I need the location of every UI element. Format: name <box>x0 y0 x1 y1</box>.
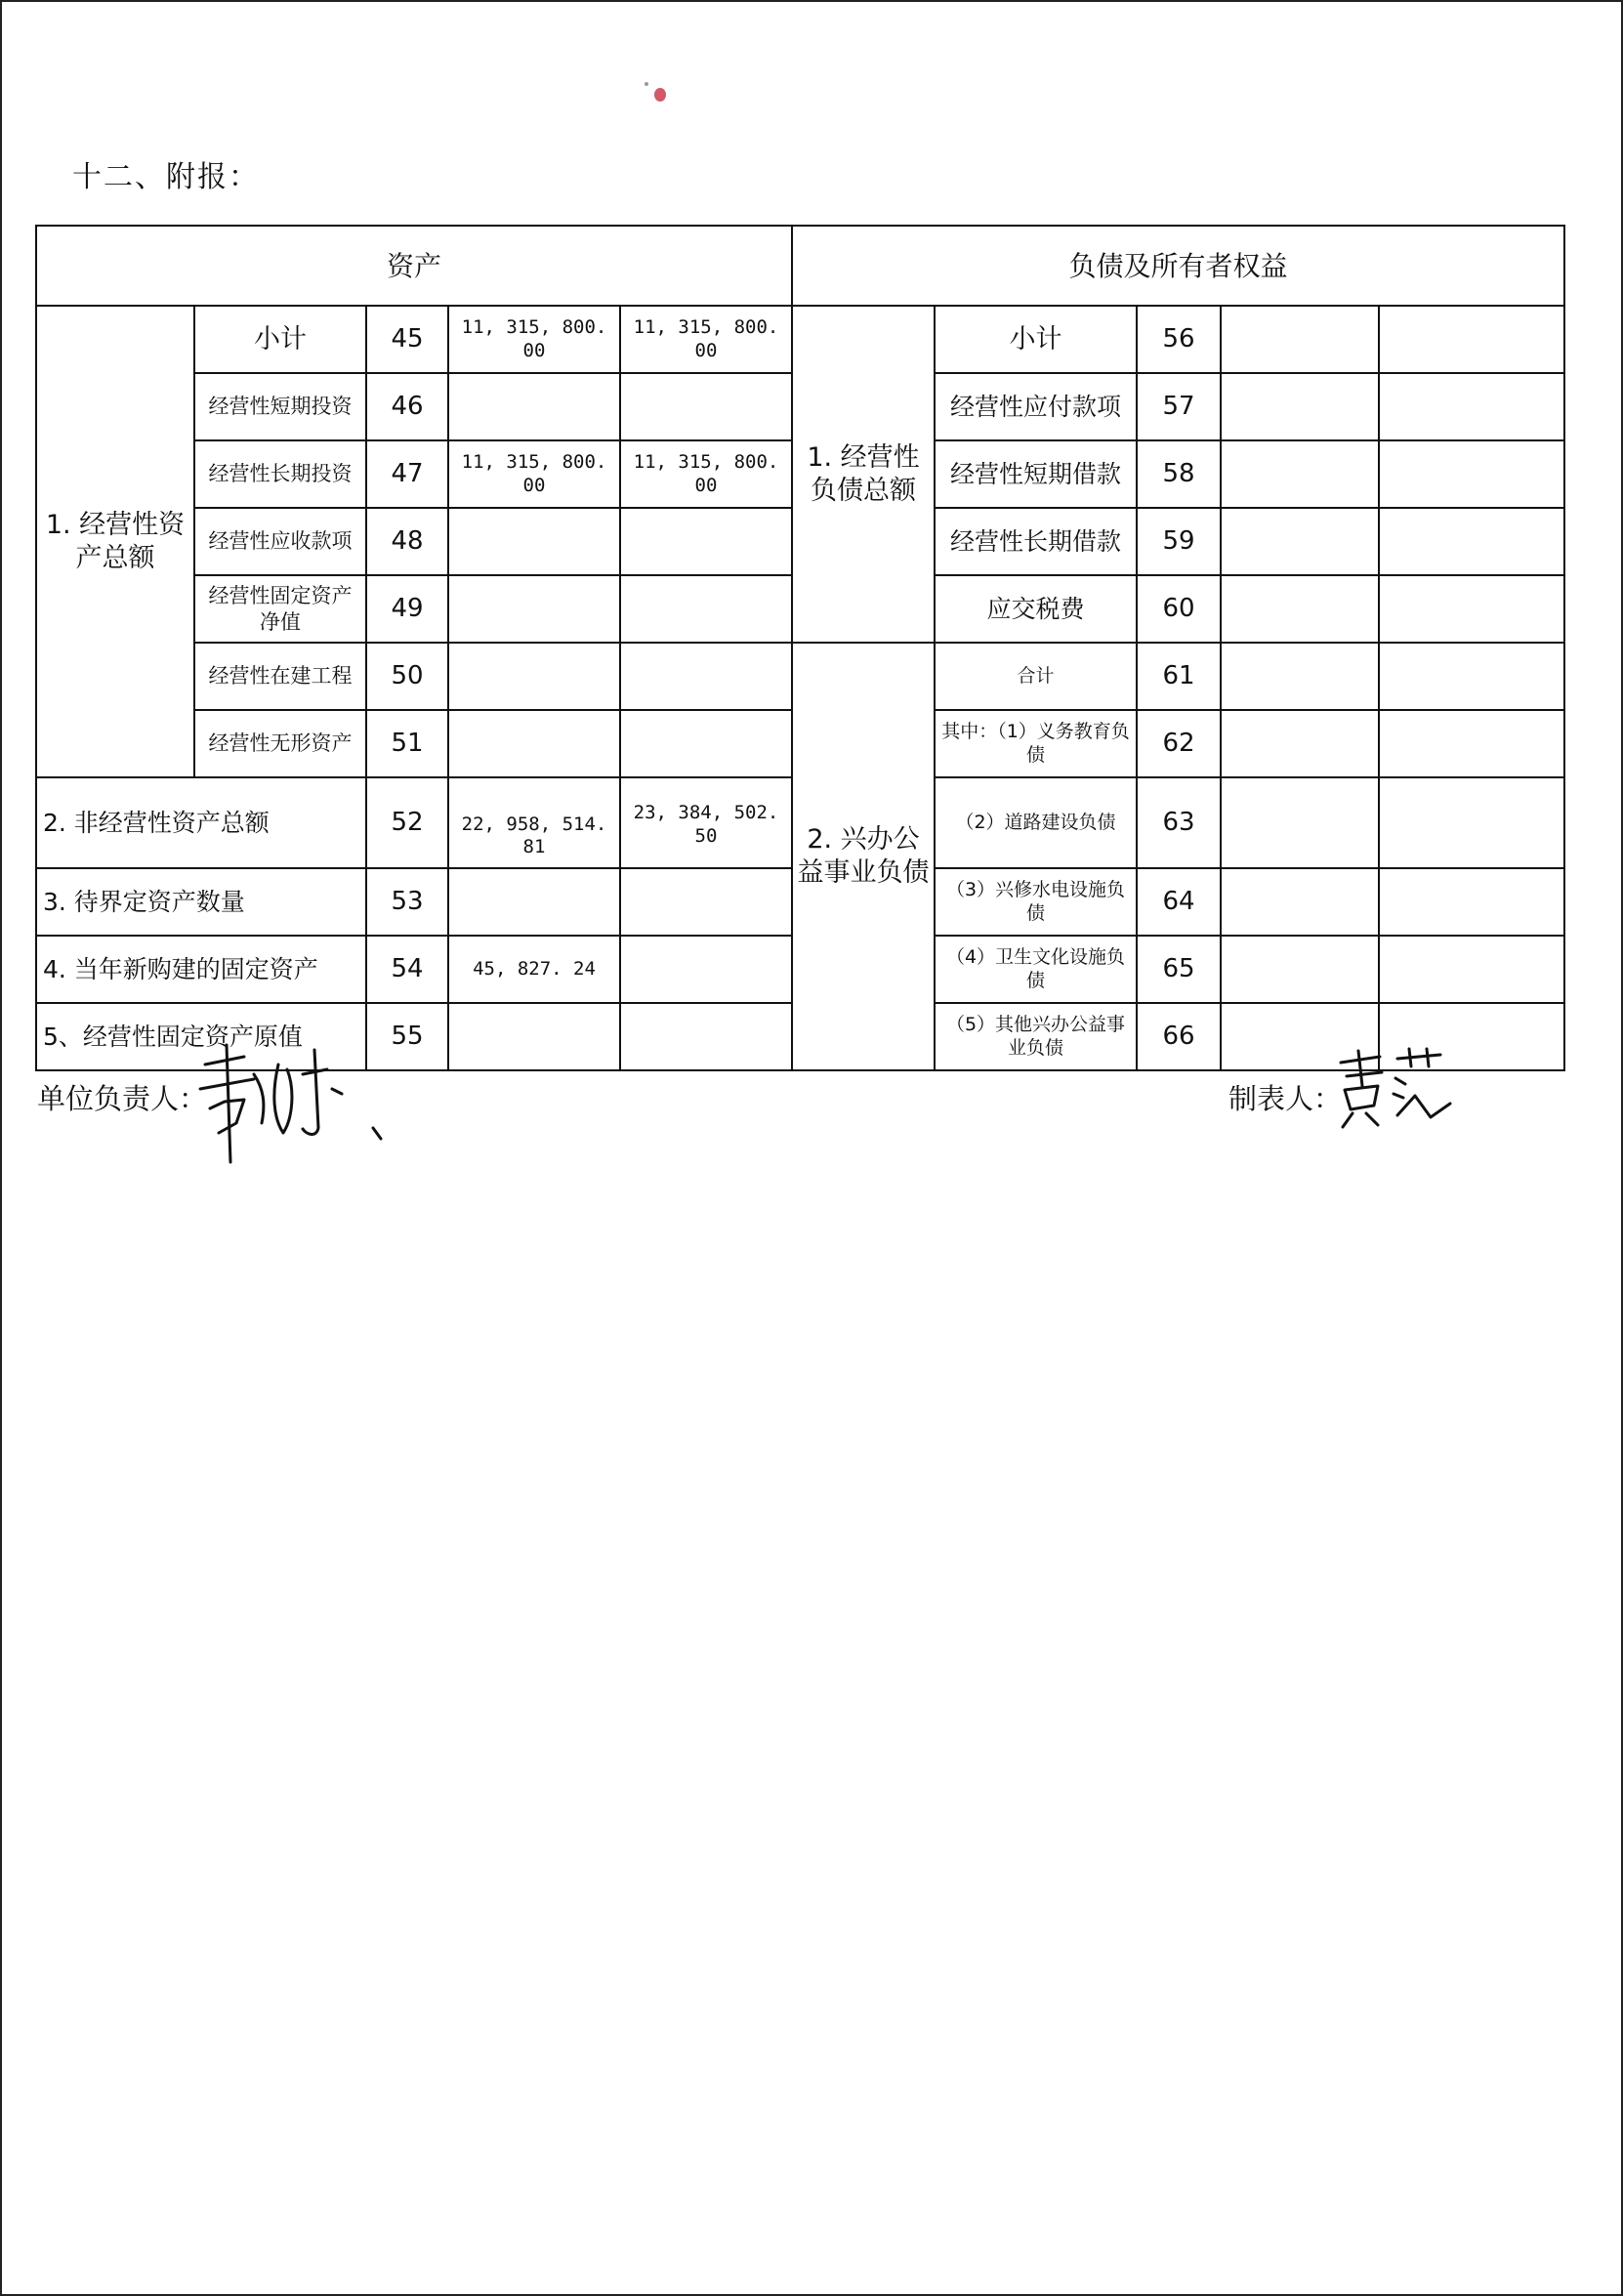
liability-begin-value <box>1221 440 1379 508</box>
asset-begin-value <box>448 868 620 936</box>
asset-begin-value <box>448 575 620 643</box>
preparer-signature <box>1333 1045 1460 1133</box>
asset-end-value: 11, 315, 800. 00 <box>620 306 792 373</box>
asset-item: 经营性长期投资 <box>194 440 366 508</box>
liability-line-no: 64 <box>1137 868 1221 936</box>
unit-head-signature <box>186 1035 400 1182</box>
asset-end-value <box>620 936 792 1003</box>
liability-line-no: 60 <box>1137 575 1221 643</box>
liability-line-no: 59 <box>1137 508 1221 575</box>
asset-line-no: 46 <box>366 373 448 440</box>
liability-end-value <box>1379 440 1564 508</box>
liability-item: 经营性应付款项 <box>935 373 1137 440</box>
asset-begin-value <box>448 1003 620 1070</box>
liability-item: 应交税费 <box>935 575 1137 643</box>
unit-head-label: 单位负责人： <box>37 1082 208 1115</box>
liability-item: 经营性短期借款 <box>935 440 1137 508</box>
asset-item: 小计 <box>194 306 366 373</box>
liability-line-no: 65 <box>1137 936 1221 1003</box>
asset-item: 经营性在建工程 <box>194 643 366 710</box>
asset-line-no: 52 <box>366 777 448 868</box>
liability-end-value <box>1379 643 1564 710</box>
asset-label: 2. 非经营性资产总额 <box>36 777 366 868</box>
asset-line-no: 54 <box>366 936 448 1003</box>
liability-begin-value <box>1221 306 1379 373</box>
asset-begin-value <box>448 710 620 777</box>
liability-end-value <box>1379 373 1564 440</box>
ink-speck <box>654 88 666 102</box>
asset-begin-value: 22, 958, 514. 81 <box>448 777 620 868</box>
asset-end-value <box>620 710 792 777</box>
liability-begin-value <box>1221 575 1379 643</box>
liability-item: （5）其他兴办公益事业负债 <box>935 1003 1137 1070</box>
liability-begin-value <box>1221 373 1379 440</box>
liability-item: 小计 <box>935 306 1137 373</box>
liability-end-value <box>1379 936 1564 1003</box>
asset-line-no: 51 <box>366 710 448 777</box>
liability-item: 其中：（1）义务教育负债 <box>935 710 1137 777</box>
asset-label: 3. 待界定资产数量 <box>36 868 366 936</box>
asset-item: 经营性无形资产 <box>194 710 366 777</box>
liability-end-value <box>1379 777 1564 868</box>
liability-end-value <box>1379 306 1564 373</box>
asset-line-no: 50 <box>366 643 448 710</box>
asset-end-value <box>620 508 792 575</box>
liability-begin-value <box>1221 508 1379 575</box>
liability-begin-value <box>1221 936 1379 1003</box>
supplementary-report-table <box>35 225 1565 1071</box>
liability-end-value <box>1379 710 1564 777</box>
liability-end-value <box>1379 868 1564 936</box>
table-row <box>36 643 1564 710</box>
liability-item: （4）卫生文化设施负债 <box>935 936 1137 1003</box>
liability-item: 经营性长期借款 <box>935 508 1137 575</box>
asset-end-value <box>620 643 792 710</box>
asset-begin-value <box>448 643 620 710</box>
liability-line-no: 61 <box>1137 643 1221 710</box>
asset-line-no: 49 <box>366 575 448 643</box>
asset-item: 经营性短期投资 <box>194 373 366 440</box>
liability-item: 合计 <box>935 643 1137 710</box>
table-row <box>36 306 1564 373</box>
operating-liabilities-group: 1. 经营性负债总额 <box>792 306 935 643</box>
asset-label: 5、经营性固定资产原值 <box>36 1003 366 1070</box>
liability-item: （2）道路建设负债 <box>935 777 1137 868</box>
asset-line-no: 53 <box>366 868 448 936</box>
liability-begin-value <box>1221 643 1379 710</box>
liability-begin-value <box>1221 777 1379 868</box>
liability-end-value <box>1379 575 1564 643</box>
asset-begin-value: 11, 315, 800. 00 <box>448 306 620 373</box>
liability-line-no: 66 <box>1137 1003 1221 1070</box>
asset-begin-value: 45, 827. 24 <box>448 936 620 1003</box>
asset-end-value: 11, 315, 800. 00 <box>620 440 792 508</box>
table-header-row <box>36 226 1564 306</box>
liability-begin-value <box>1221 868 1379 936</box>
section-heading: 十二、附报： <box>72 160 260 194</box>
preparer-label: 制表人： <box>1228 1082 1343 1115</box>
liability-begin-value <box>1221 710 1379 777</box>
assets-header: 资产 <box>36 226 792 306</box>
operating-assets-group: 1. 经营性资产总额 <box>36 306 194 777</box>
liability-line-no: 57 <box>1137 373 1221 440</box>
asset-item: 经营性应收款项 <box>194 508 366 575</box>
asset-item: 经营性固定资产净值 <box>194 575 366 643</box>
asset-line-no: 45 <box>366 306 448 373</box>
asset-line-no: 47 <box>366 440 448 508</box>
liability-line-no: 62 <box>1137 710 1221 777</box>
asset-label: 4. 当年新购建的固定资产 <box>36 936 366 1003</box>
asset-begin-value: 11, 315, 800. 00 <box>448 440 620 508</box>
liability-line-no: 58 <box>1137 440 1221 508</box>
asset-end-value <box>620 868 792 936</box>
ink-speck <box>645 82 648 86</box>
liability-line-no: 56 <box>1137 306 1221 373</box>
asset-begin-value <box>448 373 620 440</box>
liability-line-no: 63 <box>1137 777 1221 868</box>
liability-end-value <box>1379 508 1564 575</box>
asset-end-value <box>620 575 792 643</box>
asset-end-value <box>620 373 792 440</box>
asset-end-value <box>620 1003 792 1070</box>
asset-end-value: 23, 384, 502. 50 <box>620 777 792 868</box>
asset-begin-value <box>448 508 620 575</box>
liability-item: （3）兴修水电设施负债 <box>935 868 1137 936</box>
public-welfare-liabilities-group: 2. 兴办公益事业负债 <box>792 643 935 1070</box>
asset-line-no: 55 <box>366 1003 448 1070</box>
liabilities-header: 负债及所有者权益 <box>792 226 1564 306</box>
asset-line-no: 48 <box>366 508 448 575</box>
